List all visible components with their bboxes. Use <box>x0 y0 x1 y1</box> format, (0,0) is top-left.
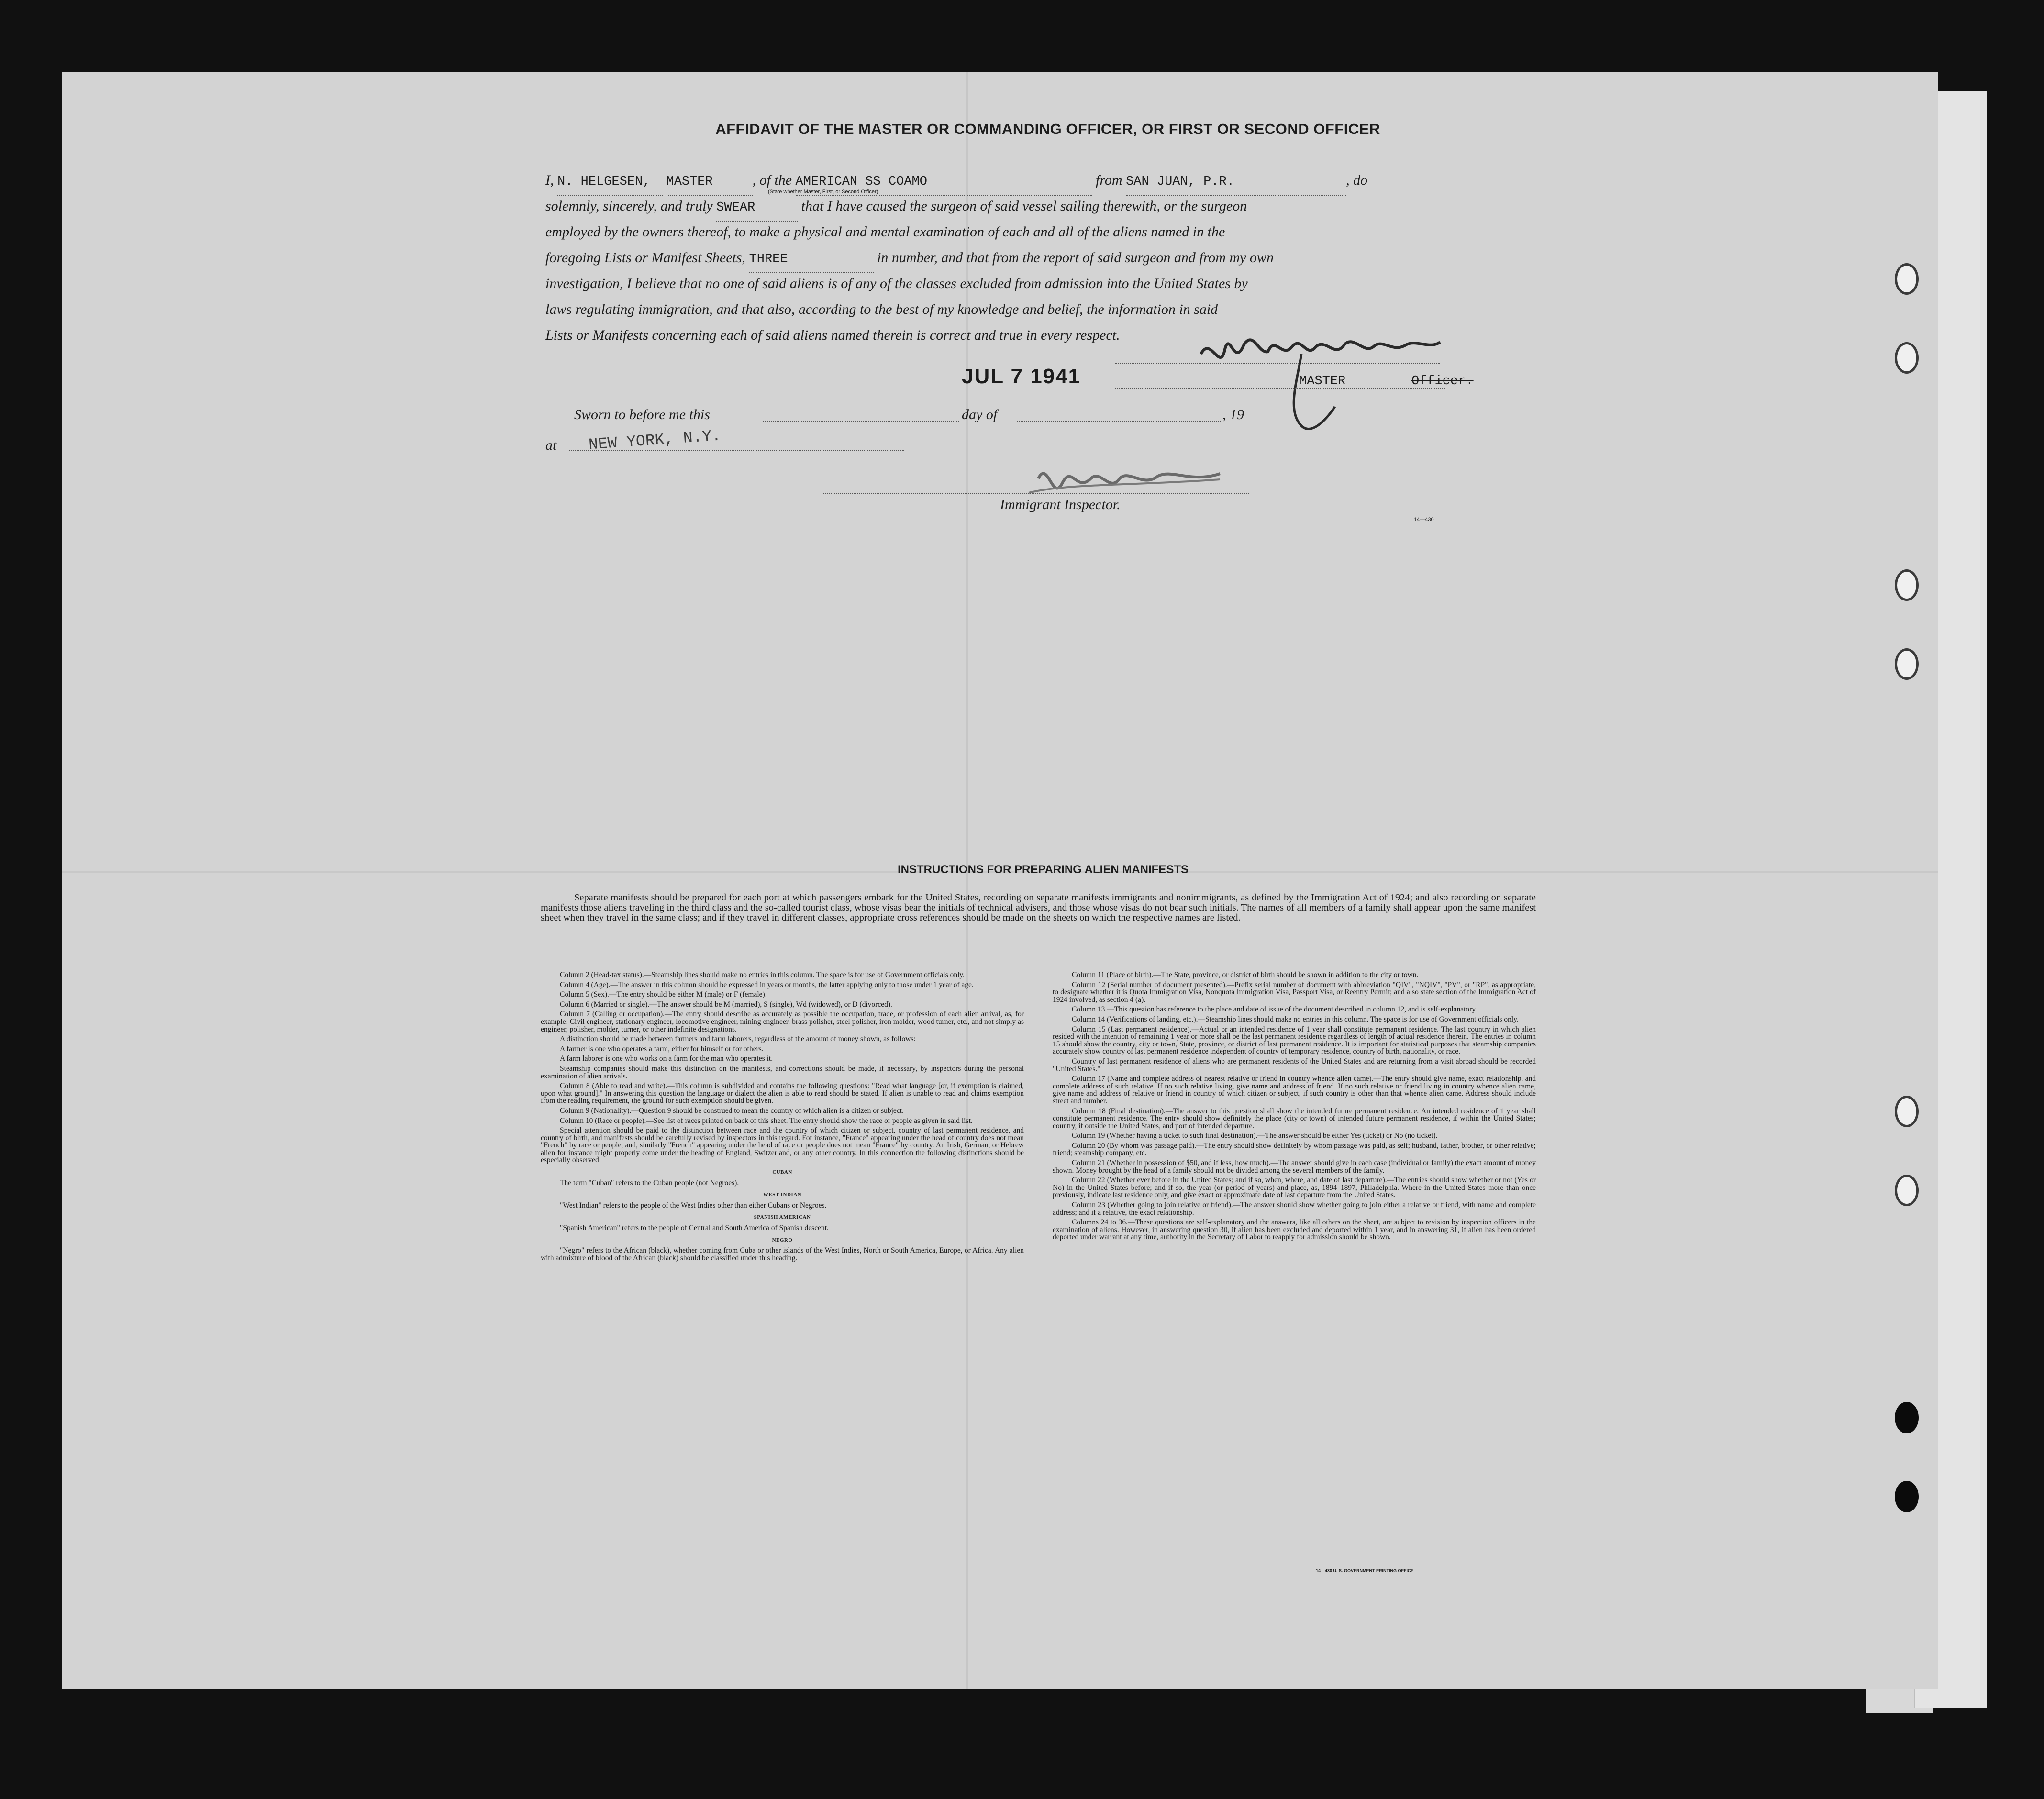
inspector-signature <box>1019 450 1287 526</box>
sworn-date-line <box>763 421 959 422</box>
instruction-paragraph: Column 8 (Able to read and write).—This column is subdivided and contains the following questions: "Read what language [or, if exemption is claimed, upon what ground]." In answering this question the language or dialect the alien is able to read should be stated. If alien is unable to read and claims exemption from the reading requirement, the ground for such exemption should be given. <box>541 1082 1024 1105</box>
printing-office-imprint: 14—430 U. S. GOVERNMENT PRINTING OFFICE <box>1316 1568 1414 1573</box>
instruction-paragraph: A farm laborer is one who works on a farm for the man who operates it. <box>560 1055 773 1063</box>
form-number: 14—430 <box>1414 517 1434 522</box>
binder-hole <box>1895 263 1919 295</box>
at-label: at <box>545 437 557 453</box>
binder-hole <box>1895 1481 1919 1512</box>
sworn-label: Sworn to before me this <box>574 407 710 422</box>
text-foregoing: foregoing Lists or Manifest Sheets, <box>545 250 746 266</box>
binder-hole <box>1895 1402 1919 1433</box>
oath-field: SWEAR <box>716 195 798 222</box>
subheading-spanish-american: SPANISH AMERICAN <box>754 1214 811 1221</box>
instructions-title: INSTRUCTIONS FOR PREPARING ALIEN MANIFESTS <box>897 863 1189 876</box>
instruction-paragraph: Column 9 (Nationality).—Question 9 should be construed to mean the country of which alien is a citizen or subject. <box>560 1106 904 1115</box>
rank-field: MASTER <box>667 169 753 196</box>
instruction-paragraph: The term "Cuban" refers to the Cuban people (not Negroes). <box>560 1178 739 1187</box>
inspector-label: Immigrant Inspector. <box>1000 497 1121 512</box>
instruction-paragraph: Column 10 (Race or people).—See list of races printed on back of this sheet. The entry should show the race or people as given in said list. <box>560 1116 973 1125</box>
sworn-month-line <box>1017 421 1222 422</box>
affidavit-line-6: laws regulating immigration, and that also, according to the best of my knowledge and belief, the information in said <box>545 301 1218 317</box>
day-of-label: day of <box>962 407 998 422</box>
instruction-paragraph: Column 19 (Whether having a ticket to such final destination).—The answer should be either Yes (ticket) or No (no ticket). <box>1072 1132 1438 1140</box>
master-name-field: N. HELGESEN, <box>557 169 663 196</box>
vessel-field: AMERICAN SS COAMO <box>796 169 1092 196</box>
instruction-paragraph: Column 20 (By whom was passage paid).—The entry should show definitely by whom passage was paid, as self; husband, father, brother, or other relative; friend; steamship company, etc. <box>1053 1141 1536 1157</box>
text-in-number: in number, and that from the report of said surgeon and from my own <box>877 250 1274 266</box>
signer-alt-title: Officer. <box>1411 374 1474 389</box>
signer-title: MASTER <box>1299 374 1346 389</box>
affidavit-title: AFFIDAVIT OF THE MASTER OR COMMANDING OFFICER, OR FIRST OR SECOND OFFICER <box>715 121 1380 137</box>
instruction-paragraph: Column 23 (Whether going to join relative or friend).—The answer should show whether going to join either a relative or friend, with name and complete address; and if a relative, the exact relationship. <box>1053 1201 1536 1217</box>
affidavit-line-2 <box>545 193 1541 222</box>
instruction-paragraph: Column 5 (Sex).—The entry should be either M (male) or F (female). <box>560 990 767 999</box>
instruction-paragraph: Column 2 (Head-tax status).—Steamship lines should make no entries in this column. The space is for use of Government officials only. <box>560 971 965 979</box>
binder-hole <box>1895 648 1919 680</box>
instruction-paragraph: "Spanish American" refers to the people of Central and South America of Spanish descent. <box>560 1224 829 1233</box>
instruction-paragraph: Column 7 (Calling or occupation).—The entry should describe as accurately as possible the occupation, trade, or profession of each alien arrival, as, for example: Civil engineer, stationary engineer, locomotive engineer, mining engineer, brass polisher, steel polisher, iron molder, wood turner, etc., and not simply as engineer, polisher, molder, turner, or other indefinite designations. <box>541 1010 1024 1033</box>
instruction-paragraph: A farmer is one who operates a farm, either for himself or for others. <box>560 1044 764 1053</box>
instruction-paragraph: Column 4 (Age).—The answer in this column should be expressed in years or months, the latter applying only to those under 1 year of age. <box>560 980 974 989</box>
affidavit-line-1 <box>545 167 1541 196</box>
instruction-paragraph: Column 18 (Final destination).—The answer to this question shall show the intended future permanent residence. An intended residence of 1 year shall constitute permanent residence. The entry should show definitely the place (city or town) of intended future permanent residence, if within the United States; country, if outside the United States, and port of intended departure. <box>1053 1107 1536 1130</box>
binder-hole <box>1895 342 1919 374</box>
instructions-left-column <box>541 971 1024 1264</box>
sworn-year-label: , 19 <box>1222 407 1244 422</box>
instruction-paragraph: Column 21 (Whether in possession of $50, and if less, how much).—The answer should give in each case (individual or family) the exact amount of money shown. Money brought by the head of a family should not be divided among the several members of the family. <box>1053 1159 1536 1175</box>
port-field: SAN JUAN, P.R. <box>1126 169 1346 196</box>
manifest-page <box>62 72 1938 1689</box>
instruction-paragraph: Steamship companies should make this distinction on the manifests, and corrections should be made, if necessary, by inspectors during the personal examination of alien arrivals. <box>541 1064 1024 1080</box>
title-line <box>1115 388 1445 389</box>
instruction-paragraph: Country of last permanent residence of aliens who are permanent residents of the United States and are returning from a visit abroad should be recorded "United States." <box>1053 1057 1536 1073</box>
instruction-paragraph: "Negro" refers to the African (black), whether coming from Cuba or other islands of the West Indies, North or South America, Europe, or Africa. Any alien with admixture of blood of the African (black) should be classified under this heading. <box>541 1246 1024 1262</box>
instruction-paragraph: Column 11 (Place of birth).—The State, province, or district of birth should be shown in addition to the city or town. <box>1072 971 1419 979</box>
binder-hole <box>1895 569 1919 601</box>
instruction-paragraph: Column 15 (Last permanent residence).—Actual or an intended residence of 1 year shall constitute permanent residence. The last country in which alien resided with the intention of remaining 1 year or more shall be the last permanent residence regardless of length of actual residence therein. The entries in column 15 should show the country, city or town, State, province, or district of last permanent residence. It is important for statistical purposes that steamship companies accurately show country of last permanent residence independent of country of temporary residence, country of birth, nationality, or race. <box>1053 1025 1536 1056</box>
inspector-line <box>823 493 1249 494</box>
affidavit-line-3: employed by the owners thereof, to make a physical and mental examination of each and all of the aliens named in the <box>545 224 1225 240</box>
instruction-paragraph: Column 13.—This question has reference to the place and date of issue of the document described in column 12, and is self-explanatory. <box>1072 1005 1477 1014</box>
date-stamp: JUL 7 1941 <box>962 365 1081 388</box>
text-do: , do <box>1346 172 1368 188</box>
place-line <box>569 450 904 451</box>
binder-hole <box>1895 1096 1919 1127</box>
text-surgeon: that I have caused the surgeon of said vessel sailing therewith, or the surgeon <box>801 198 1247 214</box>
text-from: from <box>1096 172 1122 188</box>
instruction-paragraph: Column 14 (Verifications of landing, etc.).—Steamship lines should make no entries in this column. The space is for use of Government officials only. <box>1072 1015 1519 1023</box>
instruction-paragraph: Column 17 (Name and complete address of nearest relative or friend in country whence alien came).—The entry should give name, exact relationship, and complete address of such relative. If no such relative living, give name and address of friend. If no such relative or friend living in country whence alien came, give name and address of relative or friend in country of which citizen or subject, if such country is other than that whence alien came. Address should include street and number. <box>1053 1075 1536 1105</box>
instruction-paragraph: Column 12 (Serial number of document presented).—Prefix serial number of document with abbreviation "QIV", "NQIV", "PV", or "RP", as appropriate, to designate whether it is Quota Immigration Visa, Nonquota Immigration Visa, Passport Visa, or Reentry Permit; and also state section of the Immigration Act of 1924 involved, as section 4 (a). <box>1053 980 1536 1004</box>
instruction-paragraph: Special attention should be paid to the distinction between race and the country of which citizen or subject, country of last permanent residence, and country of birth, and manifests should be carefully revised by inspectors in this regard. For instance, "France" appearing under the head of country does not mean "French" by race or people, and, similarly "French" appearing under the head of race or people does not mean "France" by country. An Irish, German, or Hebrew alien for instance might properly come under the heading of England, Switzerland, or any other country. In this connection the following distinctions should be especially observed: <box>541 1126 1024 1165</box>
instructions-intro: Separate manifests should be prepared for each port at which passengers embark for the United States, recording on separate manifests immigrants and nonimmigrants, as defined by the Immigration Act of 1924; and also recording on separate manifests those aliens traveling in the third class and the so-called tourist class, whose visas bear the initials of technical advisers, and those whose visas do not bear such initials. The names of all members of a family shall appear upon the same manifest sheet when they travel in the same class; and if they travel in different classes, appropriate cross references should be made on the sheets on which the respective names are listed. <box>541 892 1536 923</box>
place-stamp: NEW YORK, N.Y. <box>588 427 722 454</box>
instructions-right-column <box>1053 971 1536 1244</box>
text-i: I, <box>545 172 554 188</box>
subheading-west-indian: WEST INDIAN <box>763 1192 802 1198</box>
affidavit-line-7: Lists or Manifests concerning each of said aliens named therein is correct and true in every respect. <box>545 327 1120 343</box>
instruction-paragraph: Column 6 (Married or single).—The answer should be M (married), S (single), Wd (widowed), or D (divorced). <box>560 1000 892 1009</box>
text-solemnly: solemnly, sincerely, and truly <box>545 198 713 214</box>
instruction-paragraph: Column 22 (Whether ever before in the United States; and if so, when, where, and date of last departure).—The entries should show whether or not (Yes or No) in the United States before; and if so, the year (or period of years) and place, as, 1894–1897, Philadelphia. Where in the United States more than once previously, indicate last residence only, and give exact or approximate date of last departure from the United States. <box>1053 1176 1536 1199</box>
instruction-paragraph: A distinction should be made between farmers and farm laborers, regardless of the amount of money shown, as follows: <box>560 1035 916 1044</box>
rank-hint: (State whether Master, First, or Second Officer) <box>768 189 878 195</box>
subheading-cuban: CUBAN <box>772 1169 792 1176</box>
text-of-the: , of the <box>752 172 792 188</box>
sheet-count-field: THREE <box>749 246 874 273</box>
instruction-paragraph: "West Indian" refers to the people of the West Indies other than either Cubans or Negroes. <box>560 1201 827 1210</box>
subheading-negro: NEGRO <box>772 1237 793 1243</box>
affidavit-line-5: investigation, I believe that no one of said aliens is of any of the classes excluded from admission into the United States by <box>545 276 1248 291</box>
binder-hole <box>1895 1175 1919 1206</box>
affidavit-line-4 <box>545 245 1541 273</box>
instruction-paragraph: Columns 24 to 36.—These questions are self-explanatory and the answers, like all others on the sheet, are subject to revision by inspection officers in the examination of aliens. However, in answering question 30, if alien has been excluded and deported within 1 year, and in answering 31, if alien has been ordered deported under warrant at any time, authority in the Secretary of Labor to reapply for admission should be shown. <box>1053 1218 1536 1242</box>
